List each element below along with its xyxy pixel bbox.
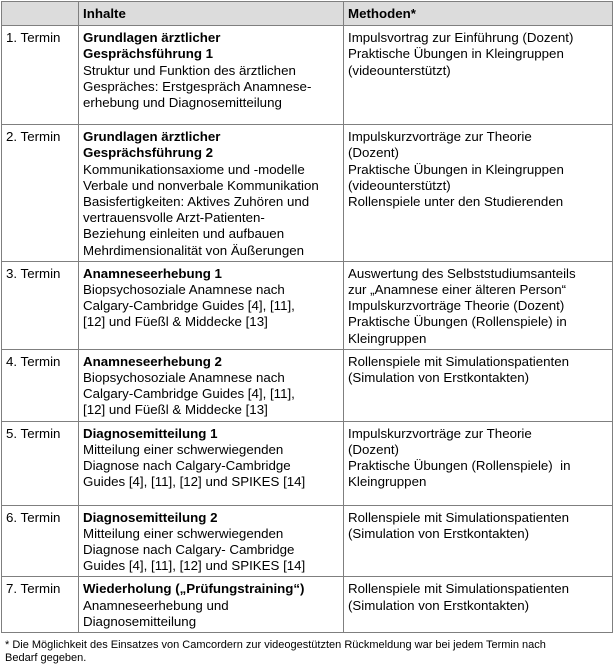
session-content-line: Mehrdimensionalität von Äußerungen: [83, 242, 305, 258]
table-row: [2, 577, 613, 633]
session-content-line: Mitteilung einer schwerwiegenden: [83, 441, 284, 457]
methoden-cell: [344, 125, 613, 262]
session-title-line: Wiederholung („Prüfungstraining“): [83, 581, 305, 597]
inhalte-cell: [79, 125, 344, 262]
method-line: (videounterstützt): [348, 177, 451, 193]
session-title-line: Grundlagen ärztlicher: [83, 30, 221, 46]
method-line: Auswertung des Selbststudiumsanteils: [348, 265, 576, 281]
footnote-line: * Die Möglichkeit des Einsatzes von Camcordern zur videogestützten Rückmeldung war bei jedem Termin nach: [5, 639, 546, 651]
table-header-row: [2, 2, 613, 26]
table-row: [2, 421, 613, 505]
header-methoden: Methoden*: [344, 2, 613, 26]
termin-cell: 2. Termin: [2, 125, 79, 262]
session-title-line: Grundlagen ärztlicher: [83, 129, 221, 145]
session-content-line: Guides [4], [11], [12] und SPIKES [14]: [83, 474, 306, 490]
inhalte-cell: [79, 421, 344, 505]
session-content-line: Struktur und Funktion des ärztlichen: [83, 62, 296, 78]
termin-cell: 3. Termin: [2, 261, 79, 349]
session-content-line: vertrauensvolle Arzt-Patienten-: [83, 210, 265, 226]
method-line: (videounterstützt): [348, 62, 451, 78]
session-content-line: [12] und Füeßl & Middecke [13]: [83, 314, 268, 330]
method-line: (Dozent): [348, 145, 399, 161]
session-content-line: [12] und Füeßl & Middecke [13]: [83, 402, 268, 418]
methoden-cell: [344, 26, 613, 125]
session-content-line: Gespräches: Erstgespräch Anamnese-: [83, 78, 312, 94]
inhalte-cell: [79, 261, 344, 349]
method-line: (Dozent): [348, 441, 399, 457]
method-line: Kleingruppen: [348, 474, 427, 490]
session-content-line: Basisfertigkeiten: Aktives Zuhören und: [83, 194, 310, 210]
table-row: [2, 261, 613, 349]
session-title-line: Gesprächsführung 1: [83, 46, 214, 62]
table-row: [2, 349, 613, 421]
termin-cell: 4. Termin: [2, 349, 79, 421]
session-content-line: Diagnose nach Calgary- Cambridge: [83, 542, 295, 558]
session-content-line: Diagnose nach Calgary-Cambridge: [83, 458, 291, 474]
method-line: Impulskurzvorträge zur Theorie: [348, 129, 532, 145]
header-inhalte: Inhalte: [79, 2, 344, 26]
inhalte-cell: [79, 26, 344, 125]
methoden-cell: [344, 421, 613, 505]
methoden-cell: [344, 349, 613, 421]
table-row: [2, 26, 613, 125]
table-row: [2, 505, 613, 577]
methoden-cell: [344, 261, 613, 349]
method-line: Impulsvortrag zur Einführung (Dozent): [348, 30, 574, 46]
termin-cell: 1. Termin: [2, 26, 79, 125]
session-title-line: Anamneseerhebung 1: [83, 265, 222, 281]
method-line: Praktische Übungen in Kleingruppen: [348, 161, 564, 177]
method-line: Rollenspiele mit Simulationspatienten: [348, 581, 569, 597]
session-content-line: Guides [4], [11], [12] und SPIKES [14]: [83, 558, 306, 574]
method-line: Rollenspiele mit Simulationspatienten: [348, 353, 569, 369]
session-title-line: Diagnosemitteilung 2: [83, 509, 218, 525]
session-content-line: erhebung und Diagnosemitteilung: [83, 95, 282, 111]
session-content-line: Calgary-Cambridge Guides [4], [11],: [83, 298, 295, 314]
method-line: Impulskurzvorträge Theorie (Dozent): [348, 298, 565, 314]
method-line: Impulskurzvorträge zur Theorie: [348, 425, 532, 441]
method-line: Rollenspiele unter den Studierenden: [348, 194, 564, 210]
session-content-line: Biopsychosoziale Anamnese nach: [83, 370, 285, 386]
header-termin: [2, 2, 79, 26]
session-content-line: Calgary-Cambridge Guides [4], [11],: [83, 386, 295, 402]
termin-cell: 5. Termin: [2, 421, 79, 505]
method-line: (Simulation von Erstkontakten): [348, 597, 530, 613]
inhalte-cell: [79, 577, 344, 633]
curriculum-table: [1, 1, 613, 633]
inhalte-cell: [79, 505, 344, 577]
session-content-line: Diagnosemitteilung: [83, 613, 197, 629]
session-content-line: Mitteilung einer schwerwiegenden: [83, 525, 284, 541]
session-content-line: Kommunikationsaxiome und -modelle: [83, 161, 305, 177]
method-line: Praktische Übungen (Rollenspiele) in: [348, 458, 571, 474]
table-row: [2, 125, 613, 262]
termin-cell: 6. Termin: [2, 505, 79, 577]
session-title-line: Gesprächsführung 2: [83, 145, 214, 161]
method-line: Praktische Übungen in Kleingruppen: [348, 46, 564, 62]
session-title-line: Anamneseerhebung 2: [83, 353, 222, 369]
methoden-cell: [344, 505, 613, 577]
method-line: Kleingruppen: [348, 330, 427, 346]
session-content-line: Anamneseerhebung und: [83, 597, 229, 613]
method-line: (Simulation von Erstkontakten): [348, 370, 530, 386]
method-line: Rollenspiele mit Simulationspatienten: [348, 509, 569, 525]
session-content-line: Verbale und nonverbale Kommunikation: [83, 177, 319, 193]
method-line: Praktische Übungen (Rollenspiele) in: [348, 314, 567, 330]
session-content-line: Biopsychosoziale Anamnese nach: [83, 282, 285, 298]
footnote: [5, 639, 605, 665]
termin-cell: 7. Termin: [2, 577, 79, 633]
session-content-line: Beziehung einleiten und aufbauen: [83, 226, 285, 242]
methoden-cell: [344, 577, 613, 633]
inhalte-cell: [79, 349, 344, 421]
session-title-line: Diagnosemitteilung 1: [83, 425, 218, 441]
footnote-line: Bedarf gegeben.: [5, 652, 87, 664]
method-line: zur „Anamnese einer älteren Person“: [348, 282, 567, 298]
method-line: (Simulation von Erstkontakten): [348, 525, 530, 541]
